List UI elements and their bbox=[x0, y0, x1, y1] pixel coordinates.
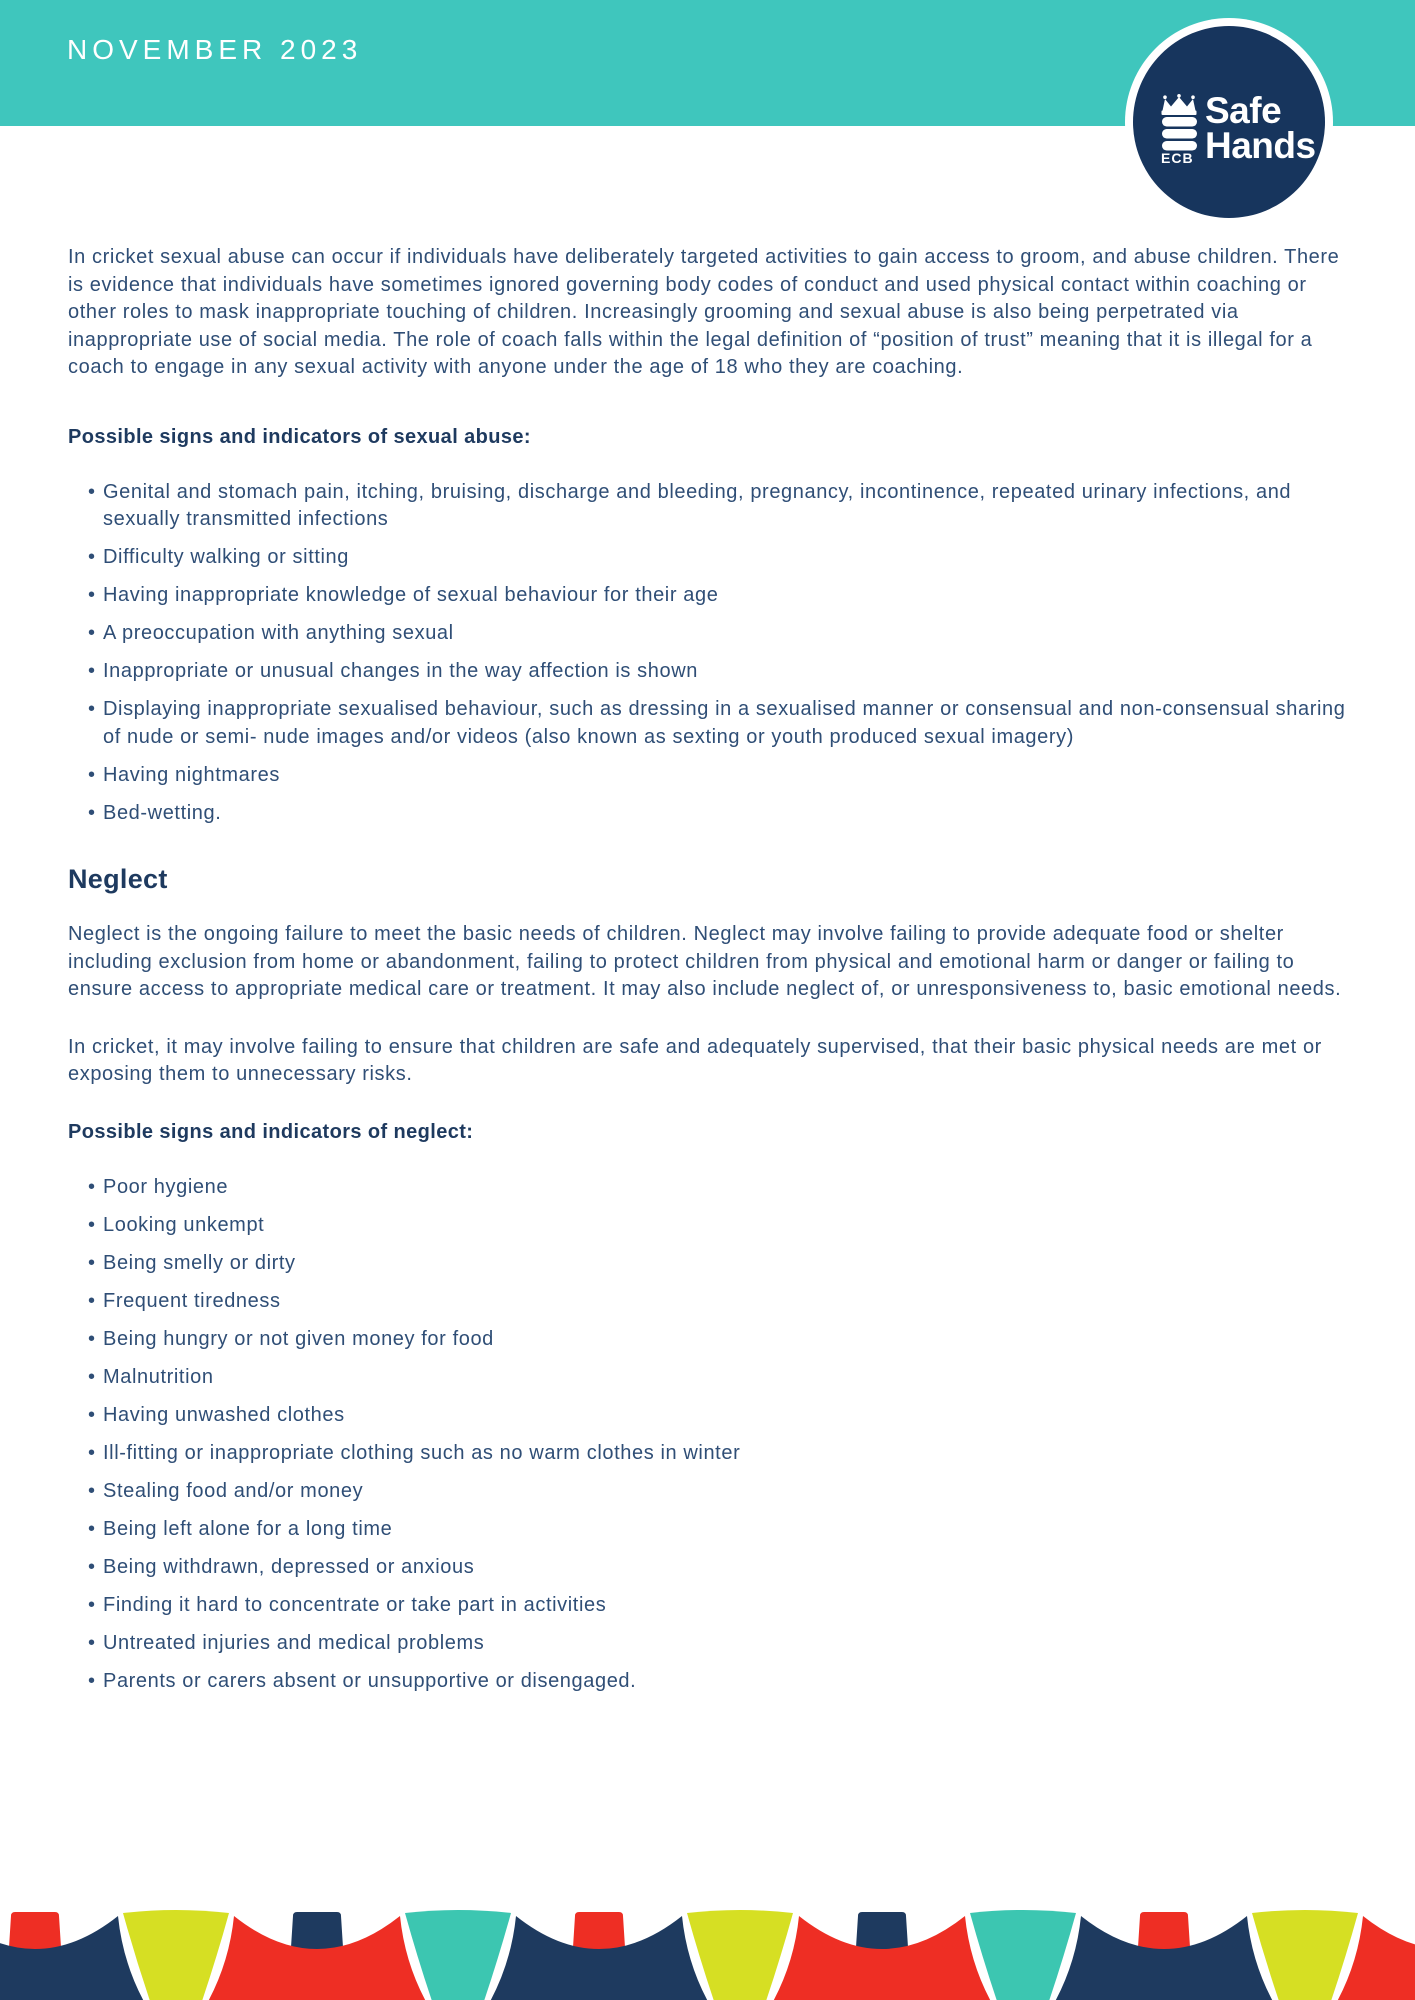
jumper-torso bbox=[123, 1910, 229, 2000]
list-item: • Parents or carers absent or unsupportive or disengaged. bbox=[88, 1668, 1347, 1696]
logo-word-hands: Hands bbox=[1205, 125, 1316, 166]
list-item: • Inappropriate or unusual changes in the way affection is shown bbox=[88, 658, 1347, 686]
neglect-paragraph-2: In cricket, it may involve failing to ensure that children are safe and adequately supervised, that their basic physical needs are met or exposing them to unnecessary risks. bbox=[68, 1035, 1322, 1085]
list-item: • Ill-fitting or inappropriate clothing such as no warm clothes in winter bbox=[88, 1440, 1347, 1468]
signs-neglect-heading: Possible signs and indicators of neglect: bbox=[68, 1120, 474, 1143]
list-item: • Having unwashed clothes bbox=[88, 1402, 1347, 1430]
three-lions-icon bbox=[1162, 117, 1197, 151]
crown-icon bbox=[1162, 94, 1197, 115]
list-item: • Having nightmares bbox=[88, 762, 1347, 790]
list-item: • Looking unkempt bbox=[88, 1212, 1347, 1240]
list-item: • Being hungry or not given money for food bbox=[88, 1326, 1347, 1354]
list-item: • Genital and stomach pain, itching, bruising, discharge and bleeding, pregnancy, incontinence, repeated urinary infections, and sexually transmitted infections bbox=[88, 479, 1347, 534]
ecb-crest-icon bbox=[1161, 94, 1197, 166]
list-item: • Untreated injuries and medical problems bbox=[88, 1630, 1347, 1658]
list-item: • Malnutrition bbox=[88, 1364, 1347, 1392]
list-item: • Frequent tiredness bbox=[88, 1288, 1347, 1316]
jumper-torso bbox=[687, 1910, 793, 2000]
signs-sexual-abuse-heading: Possible signs and indicators of sexual abuse: bbox=[68, 425, 531, 448]
neglect-title: Neglect bbox=[68, 864, 168, 894]
neglect-paragraph-1: Neglect is the ongoing failure to meet the basic needs of children. Neglect may involve failing to provide adequate food or shelter including exclusion from home or abandonment, failing to protect children from physical and emotional harm or danger or failing to ensure access to appropriate medical care or treatment. It may also include neglect of, or unresponsiveness to, basic emotional needs. bbox=[68, 923, 1342, 1000]
safe-hands-logo bbox=[1124, 17, 1334, 227]
list-item: • Stealing food and/or money bbox=[88, 1478, 1347, 1506]
list-item: • Difficulty walking or sitting bbox=[88, 544, 1347, 572]
list-item: • A preoccupation with anything sexual bbox=[88, 620, 1347, 648]
list-item: • Bed-wetting. bbox=[88, 800, 1347, 828]
list-item: • Having inappropriate knowledge of sexual behaviour for their age bbox=[88, 582, 1347, 610]
sexual-abuse-signs-list bbox=[68, 479, 1347, 828]
issue-date: NOVEMBER 2023 bbox=[67, 34, 363, 65]
jumper-torso bbox=[1252, 1910, 1358, 2000]
neglect-signs-list bbox=[68, 1174, 1347, 1696]
jumper-torso bbox=[405, 1910, 511, 2000]
logo-word-safe: Safe bbox=[1205, 90, 1282, 131]
list-item: • Finding it hard to concentrate or take part in activities bbox=[88, 1592, 1347, 1620]
intro-paragraph: In cricket sexual abuse can occur if individuals have deliberately targeted activities to gain access to groom, and abuse children. There is evidence that individuals have sometimes ignored governing body codes of conduct and used physical contact within coaching or other roles to mask inappropriate touching of children. Increasingly grooming and sexual abuse is also being perpetrated via inappropriate use of social media. The role of coach falls within the legal definition of “position of trust” meaning that it is illegal for a coach to engage in any sexual activity with anyone under the age of 18 who they are coaching. bbox=[68, 246, 1340, 378]
list-item: • Poor hygiene bbox=[88, 1174, 1347, 1202]
jumper-torso bbox=[970, 1910, 1076, 2000]
document-body bbox=[68, 244, 1347, 1706]
list-item: • Being smelly or dirty bbox=[88, 1250, 1347, 1278]
jumper-pattern-footer bbox=[0, 1905, 1415, 2000]
list-item: • Being withdrawn, depressed or anxious bbox=[88, 1554, 1347, 1582]
list-item: • Displaying inappropriate sexualised behaviour, such as dressing in a sexualised manner or consensual and non-consensual sharing of nude or semi- nude images and/or videos (also known as sexting or youth produced sexual imagery) bbox=[88, 696, 1347, 751]
ecb-label: ECB bbox=[1161, 150, 1194, 166]
list-item: • Being left alone for a long time bbox=[88, 1516, 1347, 1544]
